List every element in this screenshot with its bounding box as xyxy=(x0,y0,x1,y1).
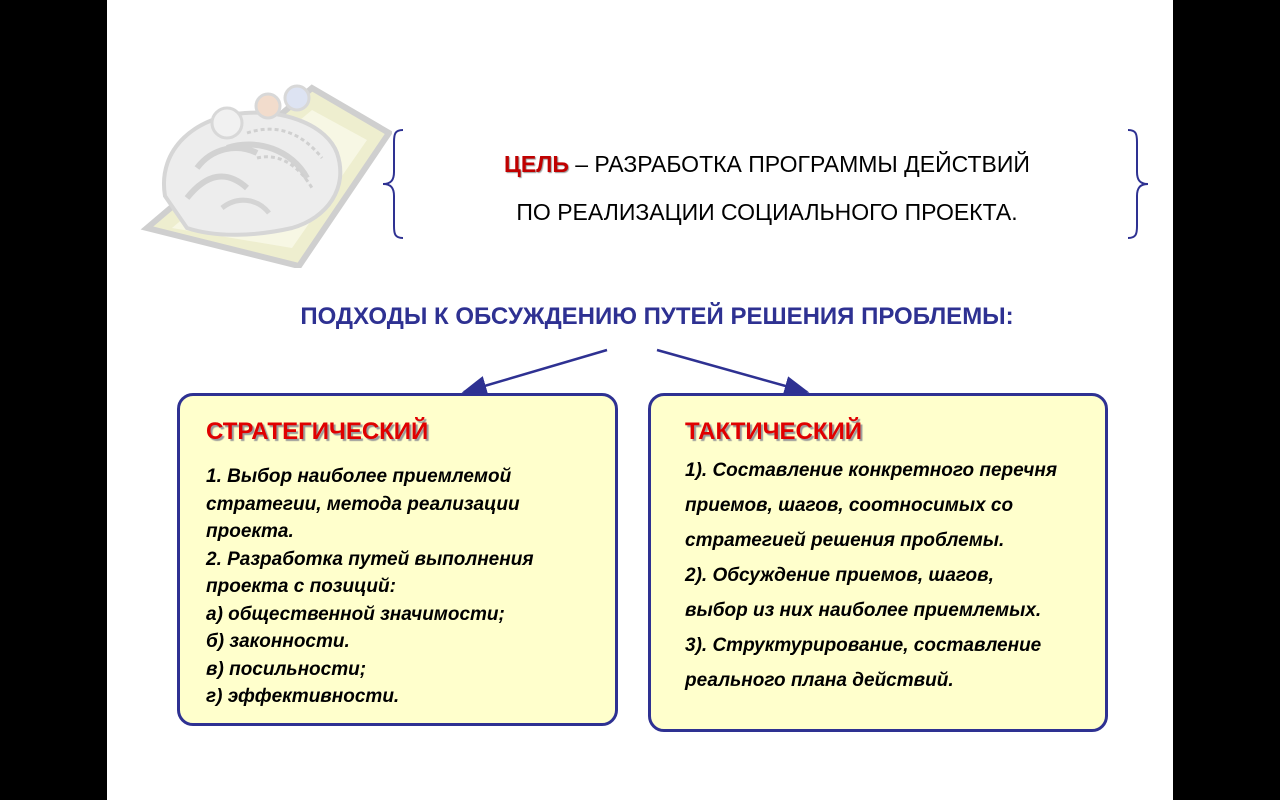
list-item: в) посильности; xyxy=(206,658,367,680)
left-brace-icon xyxy=(382,128,404,240)
list-item: 2). Обсуждение приемов, шагов, xyxy=(685,565,994,586)
goal-line-1 xyxy=(407,140,1127,188)
tactical-box xyxy=(648,393,1108,732)
list-item: стратегии, метода реализации xyxy=(206,493,520,515)
list-item: б) законности. xyxy=(206,631,350,652)
strategic-title: СТРАТЕГИЧЕСКИЙ xyxy=(206,418,429,445)
list-item: стратегией решения проблемы. xyxy=(685,530,1005,551)
list-item: проекта с позиций: xyxy=(206,576,396,597)
approaches-heading: ПОДХОДЫ К ОБСУЖДЕНИЮ ПУТЕЙ РЕШЕНИЯ ПРОБЛЕМЫ: xyxy=(300,303,1014,330)
strategic-box xyxy=(177,393,618,726)
list-item: 1. Выбор наиболее приемлемой xyxy=(206,466,512,487)
slide xyxy=(107,0,1173,800)
goal-line-1-text: – РАЗРАБОТКА ПРОГРАММЫ ДЕЙСТВИЙ xyxy=(568,151,1030,177)
list-item: реального плана действий. xyxy=(685,670,954,691)
list-item: 3). Структурирование, составление xyxy=(685,635,1042,656)
list-item: г) эффективности. xyxy=(206,686,400,707)
right-brace-icon xyxy=(1127,128,1149,240)
list-item: 2. Разработка путей выполнения xyxy=(206,548,534,570)
goal-line-2: ПО РЕАЛИЗАЦИИ СОЦИАЛЬНОГО ПРОЕКТА. xyxy=(516,199,1018,225)
tactical-title: ТАКТИЧЕСКИЙ xyxy=(685,418,862,445)
list-item: проекта. xyxy=(206,521,294,542)
arrow-to-strategic xyxy=(464,350,607,392)
list-item: а) общественной значимости; xyxy=(206,603,505,625)
list-item: выбор из них наиболее приемлемых. xyxy=(685,600,1042,621)
goal-statement xyxy=(407,140,1127,236)
list-item: 1). Составление конкретного перечня xyxy=(685,460,1058,481)
strategic-list xyxy=(206,463,606,711)
list-item: приемов, шагов, соотносимых со xyxy=(685,495,1014,516)
goal-label: ЦЕЛЬ xyxy=(504,151,569,177)
arrow-to-tactical xyxy=(657,350,807,392)
people-discussing-plan-icon xyxy=(127,78,392,268)
tactical-list xyxy=(685,453,1105,698)
